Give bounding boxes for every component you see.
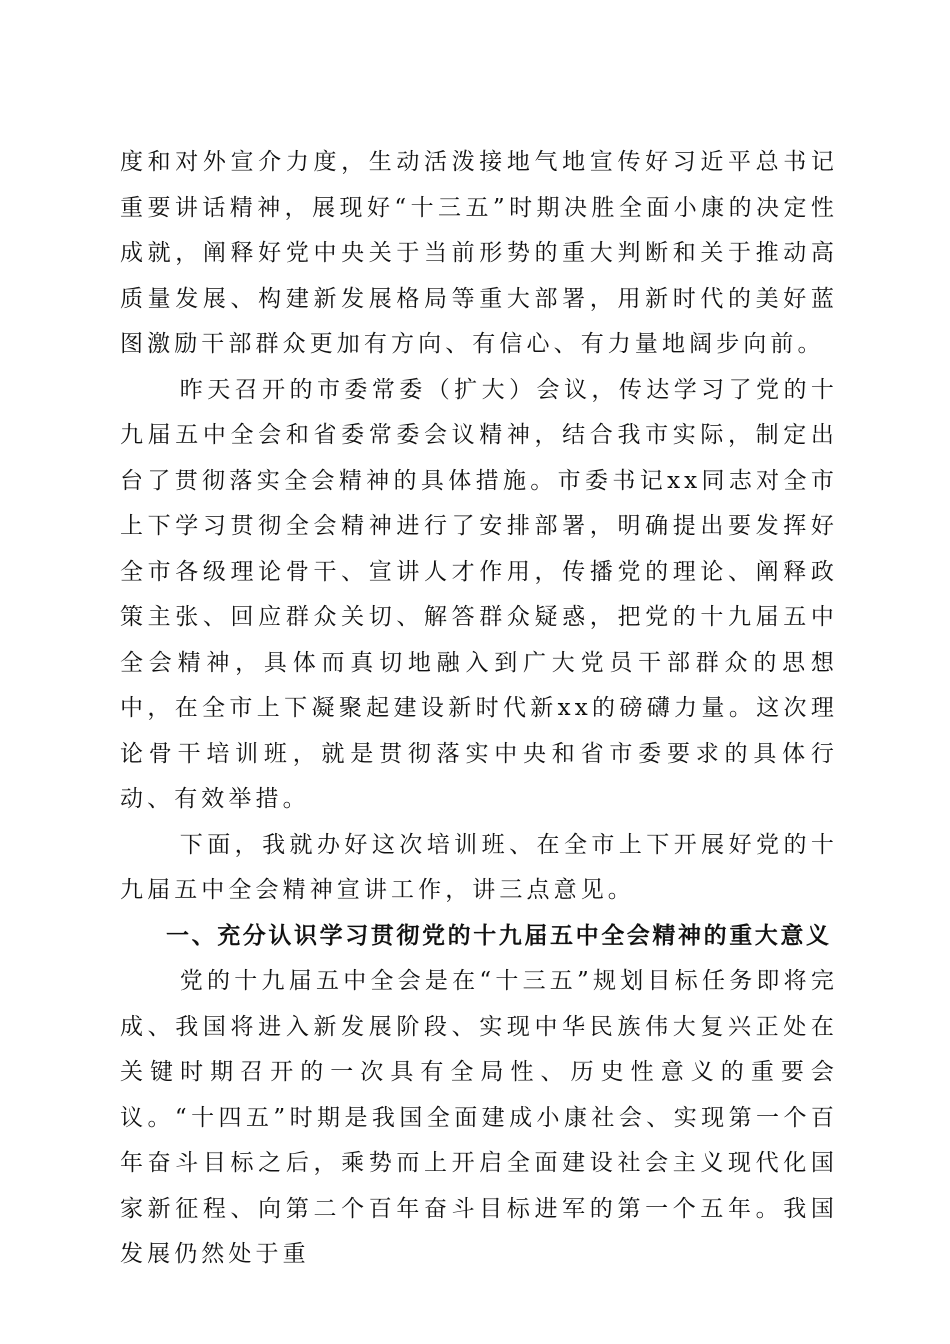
paragraph-intro: 下面，我就办好这次培训班、在全市上下开展好党的十九届五中全会精神宣讲工作，讲三点意见。 <box>120 831 838 903</box>
section-heading: 一、充分认识学习贯彻党的十九届五中全会精神的重大意义 <box>166 922 832 949</box>
paragraph-continuation: 度和对外宣介力度，生动活泼接地气地宣传好习近平总书记重要讲话精神，展现好“十三五”时期决胜全面小康的决定性成就，阐释好党中央关于当前形势的重大判断和关于推动高质量发展、构建新发展格局等重大部署，用新时代的美好蓝图激励干部群众更加有方向、有信心、有力量地阔步向前。 <box>120 149 838 357</box>
paragraph-significance: 党的十九届五中全会是在“十三五”规划目标任务即将完成、我国将进入新发展阶段、实现中华民族伟大复兴正处在关键时期召开的一次具有全局性、历史性意义的重要会议。“十四五”时期是我国全面建成小康社会、实现第一个百年奋斗目标之后，乘势而上开启全面建设社会主义现代化国家新征程、向第二个百年奋斗目标进军的第一个五年。我国发展仍然处于重 <box>120 968 838 1267</box>
paragraph-meeting: 昨天召开的市委常委（扩大）会议，传达学习了党的十九届五中全会和省委常委会议精神，结合我市实际，制定出台了贯彻落实全会精神的具体措施。市委书记xx同志对全市上下学习贯彻全会精神进行了安排部署，明确提出要发挥好全市各级理论骨干、宣讲人才作用，传播党的理论、阐释政策主张、回应群众关切、解答群众疑惑，把党的十九届五中全会精神，具体而真切地融入到广大党员干部群众的思想中，在全市上下凝聚起建设新时代新xx的磅礴力量。这次理论骨干培训班，就是贯彻落实中央和省市委要求的具体行动、有效举措。 <box>120 376 838 812</box>
document-body <box>120 140 838 1278</box>
